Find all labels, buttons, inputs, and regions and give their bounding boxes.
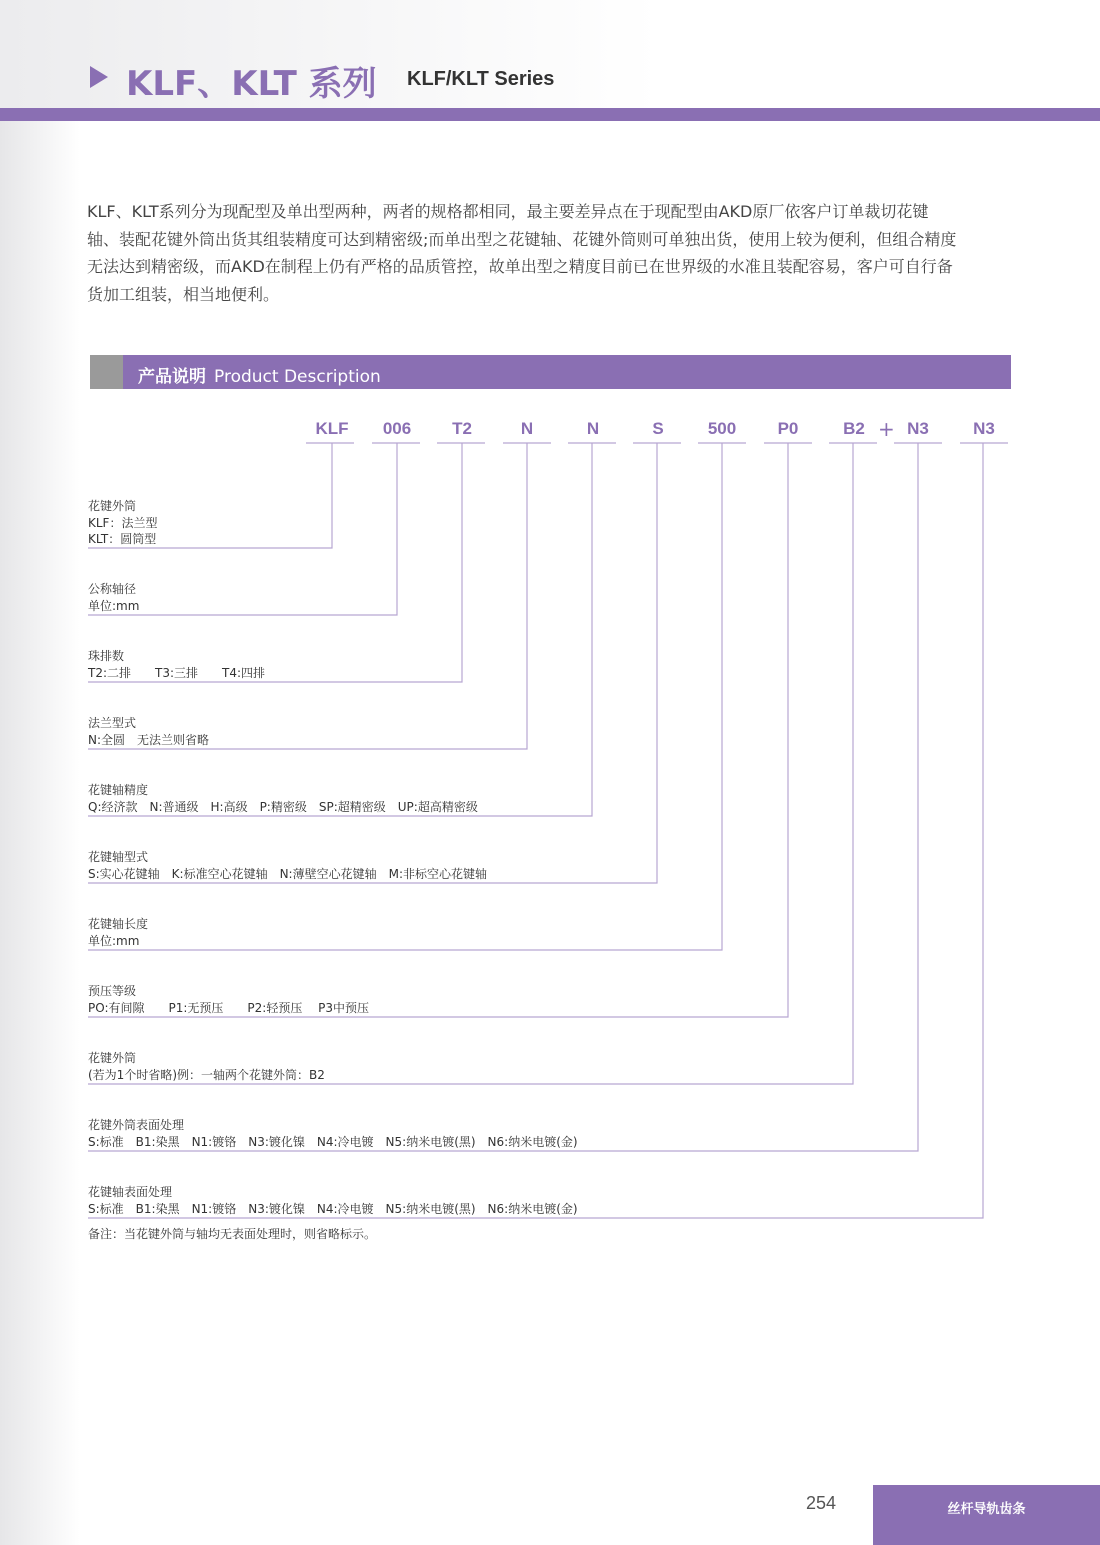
desc-title: 花键轴型式 xyxy=(88,850,149,864)
leader-line xyxy=(88,443,592,816)
intro-line: 轴、装配花键外筒出货其组装精度可达到精密级;而单出型之花键轴、花键外筒则可单独出货，使用上较为便利，但组合精度 xyxy=(87,229,957,249)
desc-shaft-type xyxy=(88,849,487,882)
desc-nut-count xyxy=(88,1050,325,1083)
remark-note: 备注：当花键外筒与轴均无表面处理时，则省略标示。 xyxy=(88,1227,377,1241)
desc-flange-form xyxy=(88,715,209,748)
page-subtitle: KLF/KLT Series xyxy=(407,68,555,90)
plus-sign: + xyxy=(878,417,895,441)
leader-line xyxy=(88,443,462,682)
desc-line: S:实心花键轴 K:标准空心花键轴 N:薄壁空心花键轴 M:非标空心花键轴 xyxy=(88,866,487,881)
page-number: 254 xyxy=(806,1493,837,1513)
code-segment-flange-type: KLF xyxy=(315,419,349,438)
code-segment-shaft-diameter: 006 xyxy=(382,419,412,438)
desc-line: PO:有间隙 P1:无预压 P2:轻预压 P3中预压 xyxy=(88,1000,370,1015)
desc-line: T2:二排 T3:三排 T4:四排 xyxy=(88,665,266,680)
code-segment-shaft-accuracy: N xyxy=(586,419,600,438)
code-segment-nut-count: B2 xyxy=(843,419,865,438)
desc-shaft-accuracy xyxy=(88,782,478,815)
desc-line: (若为1个时省略)例：一轴两个花键外筒：B2 xyxy=(88,1067,325,1082)
desc-flange-type xyxy=(88,498,157,548)
code-segment-flange-form: N xyxy=(520,419,534,438)
desc-title: 珠排数 xyxy=(88,649,125,663)
desc-line: KLT：圆筒型 xyxy=(88,532,157,546)
desc-title: 预压等级 xyxy=(88,984,137,998)
desc-shaft-length xyxy=(88,916,148,949)
page-title: KLF、KLT 系列 xyxy=(126,64,377,104)
desc-line: S:标准 B1:染黑 N1:镀铬 N3:镀化镍 N4:冷电镀 N5:纳米电镀(黑) N6:纳米电镀(金) xyxy=(88,1201,578,1216)
desc-shaft-surface xyxy=(88,1184,578,1217)
desc-preload xyxy=(88,983,369,1016)
code-segment-shaft-type: S xyxy=(652,419,664,438)
desc-shaft-diameter xyxy=(88,581,139,614)
desc-line: 单位:mm xyxy=(88,598,140,613)
code-segment-preload: P0 xyxy=(777,419,799,438)
code-segment-nut-surface: N3 xyxy=(907,419,929,438)
intro-line: KLF、KLT系列分为现配型及单出型两种，两者的规格都相同，最主要差异点在于现配型由AKD原厂依客户订单裁切花键 xyxy=(87,202,929,221)
desc-nut-surface xyxy=(88,1117,578,1150)
desc-title: 花键外筒 xyxy=(88,1051,137,1065)
desc-line: 单位:mm xyxy=(88,933,140,948)
section-title-en: Product Description xyxy=(214,367,381,387)
intro-line: 无法达到精密级，而AKD在制程上仍有严格的品质管控，故单出型之精度目前已在世界级的水准且装配容易，客户可自行备 xyxy=(87,257,953,276)
desc-title: 花键轴长度 xyxy=(88,917,149,931)
desc-title: 花键外筒表面处理 xyxy=(88,1118,185,1132)
desc-line: S:标准 B1:染黑 N1:镀铬 N3:镀化镍 N4:冷电镀 N5:纳米电镀(黑) N6:纳米电镀(金) xyxy=(88,1134,578,1149)
footer-category-label: 丝杆导轨齿条 xyxy=(947,1502,1026,1517)
desc-title: 公称轴径 xyxy=(88,582,137,596)
leader-line xyxy=(88,443,527,749)
desc-title: 花键轴表面处理 xyxy=(88,1185,173,1199)
desc-ball-rows xyxy=(88,648,265,681)
intro-line: 货加工组装，相当地便利。 xyxy=(87,284,280,304)
desc-line: KLF：法兰型 xyxy=(88,515,158,530)
code-segment-shaft-surface: N3 xyxy=(973,419,995,438)
code-segment-ball-rows: T2 xyxy=(452,419,472,438)
desc-title: 花键外筒 xyxy=(88,499,137,513)
desc-title: 花键轴精度 xyxy=(88,783,149,797)
section-title-cn: 产品说明 xyxy=(138,367,206,387)
code-segment-shaft-length: 500 xyxy=(707,419,737,438)
desc-line: N:全圆 无法兰则省略 xyxy=(88,732,210,747)
desc-line: Q:经济款 N:普通级 H:高级 P:精密级 SP:超精密级 UP:超高精密级 xyxy=(88,799,478,814)
leader-line xyxy=(88,443,983,1218)
desc-title: 法兰型式 xyxy=(88,716,137,730)
